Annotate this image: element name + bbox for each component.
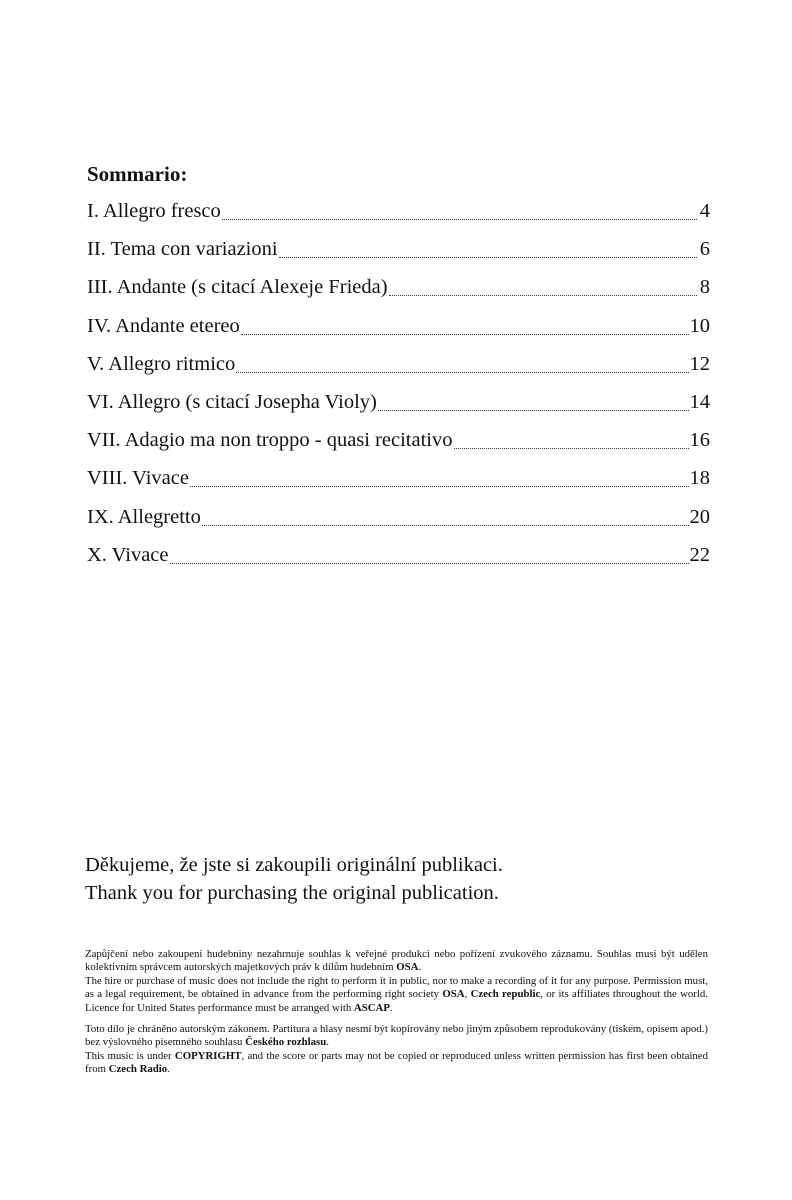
toc-entry-title: II. Tema con variazioni (87, 238, 278, 261)
toc-entry-title: VII. Adagio ma non troppo - quasi recitativo (87, 429, 453, 452)
toc-entry (87, 276, 710, 314)
dot-leader (222, 219, 697, 220)
toc-entry-title: VI. Allegro (s citací Josepha Violy) (87, 390, 377, 413)
toc-entry-title: III. Andante (s citací Alexeje Frieda) (87, 276, 388, 299)
notice-bold: COPYRIGHT (174, 1049, 242, 1062)
notice-text: The hire or purchase of music does not include the right to perform it in public, nor to make a recording of it for any purpose. Permission must, as a legal requirement, be obtained in advance from the performing right society (85, 974, 708, 1001)
notice-text: This music is under (85, 1049, 175, 1062)
toc-entry (87, 429, 710, 467)
notice-text: Zapůjčení nebo zakoupení hudebniny nezahrnuje souhlas k veřejné produkci nebo pořízení zvukového záznamu. Souhlas musí být udělen kolektivním správcem autorských majetkových práv k dílům hudebním (85, 948, 708, 974)
dot-leader (378, 410, 689, 411)
toc-entry-page: 10 (689, 314, 710, 337)
dot-leader (454, 448, 689, 449)
toc-entry-page: 16 (689, 429, 710, 452)
dot-leader (190, 486, 689, 487)
toc-entry-page: 12 (689, 352, 710, 375)
copyright-czech (85, 1023, 708, 1050)
notice-text: . (418, 961, 422, 974)
toc-entry (87, 544, 710, 582)
thank-you-note (85, 851, 503, 907)
toc-entry-title: IX. Allegretto (87, 505, 201, 528)
copyright-english (85, 1050, 708, 1077)
toc-entry (87, 467, 710, 505)
dot-leader (389, 295, 697, 296)
notice-text: . (389, 1001, 393, 1014)
performance-rights-notice (85, 948, 708, 1015)
dot-leader (279, 257, 697, 258)
toc-entry-title: V. Allegro ritmico (87, 352, 236, 375)
dot-leader (236, 372, 688, 373)
toc-entry (87, 315, 710, 353)
notice-text: , and the score or parts may not be copied or reproduced unless written permission has first been obtained from (85, 1049, 708, 1076)
toc-entry-title: I. Allegro fresco (87, 200, 221, 222)
thank-you-english: Thank you for purchasing the original publication. (85, 882, 499, 904)
notice-text: Toto dílo je chráněno autorským zákonem. Partitura a hlasy nesmí být kopírovány nebo jiným způsobem reprodukovány (tiskem, opisem apod.) bez výslovného písemného souhlasu (85, 1023, 708, 1049)
table-of-contents (87, 200, 710, 582)
notice-text: . (167, 1063, 170, 1076)
notice-bold: Czech republic (470, 988, 541, 1001)
toc-entry (87, 238, 710, 276)
toc-entry-page: 8 (699, 276, 710, 299)
dot-leader (202, 525, 689, 526)
notice-bold: ASCAP (353, 1001, 390, 1014)
copyright-notice (85, 1023, 708, 1077)
toc-entry (87, 353, 710, 391)
toc-entry (87, 200, 710, 238)
toc-entry (87, 506, 710, 544)
notice-bold: Českého rozhlasu (245, 1036, 327, 1049)
toc-entry-title: X. Vivace (87, 543, 169, 566)
performance-rights-czech (85, 948, 708, 975)
toc-entry-page: 22 (689, 543, 710, 566)
toc-heading: Sommario: (87, 162, 188, 186)
notice-text: , (464, 988, 471, 1001)
toc-entry-page: 20 (689, 505, 710, 528)
notice-bold: Czech Radio (108, 1063, 168, 1076)
toc-entry-page: 6 (699, 238, 710, 261)
notice-bold: OSA (396, 961, 419, 974)
notice-text: . (326, 1036, 329, 1049)
toc-entry-page: 18 (689, 467, 710, 490)
performance-rights-english (85, 975, 708, 1015)
toc-entry-page: 14 (689, 390, 710, 413)
thank-you-czech: Děkujeme, že jste si zakoupili originální publikaci. (85, 854, 503, 876)
dot-leader (170, 563, 689, 564)
notice-text: , or its affiliates throughout the world. Licence for United States performance must be arranged with (85, 988, 708, 1014)
toc-entry-title: VIII. Vivace (87, 467, 189, 490)
dot-leader (241, 334, 689, 335)
toc-entry-page: 4 (699, 200, 710, 222)
toc-entry (87, 391, 710, 429)
toc-entry-title: IV. Andante etereo (87, 314, 240, 337)
notice-bold: OSA (442, 988, 465, 1001)
